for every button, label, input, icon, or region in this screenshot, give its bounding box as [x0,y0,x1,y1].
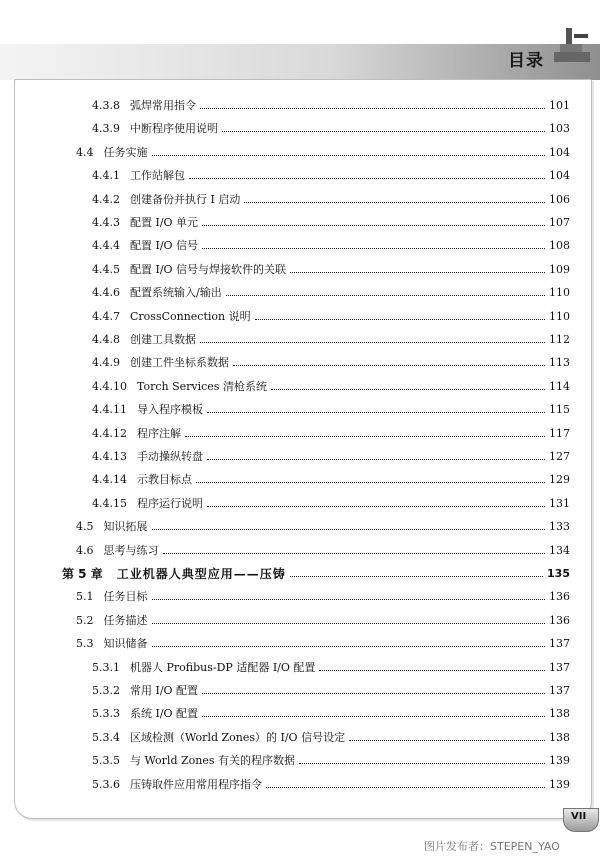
dot-leader [189,177,545,179]
toc-number: 4.3.8 [92,99,120,112]
dot-leader [233,364,545,366]
toc-row [92,212,570,230]
toc-row [76,540,570,558]
toc-number: 4.4.6 [92,286,120,300]
toc-number: 5.3.2 [92,684,120,697]
publisher-credit: 图片发布者：STEPEN_YAO [424,840,560,853]
toc-row [92,376,570,394]
toc-title: 思考与练习 [103,543,159,557]
toc-page-number: 115 [549,403,570,417]
dot-leader [207,411,545,413]
toc-number: 4.4.10 [92,379,127,393]
toc-page-number: 108 [549,239,570,253]
toc-title: 知识储备 [103,637,148,651]
toc-page-number: 135 [547,567,570,580]
page-title: 目录 [508,51,544,71]
toc-page-number: 137 [549,637,570,651]
toc-page-number: 104 [549,145,570,159]
toc-number: 4.4.12 [92,426,127,440]
toc-row [76,516,570,534]
dot-leader [152,154,546,156]
dot-leader [319,669,545,671]
dot-leader [152,645,546,647]
toc-title: 配置 I/O 信号 [130,239,199,253]
toc-row [92,493,570,511]
toc-row [92,727,570,745]
toc-number: 4.4.13 [92,450,127,463]
toc-title: 任务目标 [103,590,148,604]
toc-page-number: 131 [549,496,570,510]
toc-row [92,680,570,698]
toc-number: 5.3.1 [92,660,120,674]
toc-number: 4.4.15 [92,496,127,510]
toc-number: 4.3.9 [92,122,120,136]
toc-title: 知识拓展 [103,520,148,534]
dot-leader [163,552,546,554]
toc-row [92,259,570,277]
toc-number: 5.3.6 [92,777,120,791]
toc-number: 4.4.3 [92,216,120,229]
toc-row [92,306,570,324]
toc-number: 4.5 [76,520,94,534]
toc-title: 示教目标点 [137,473,192,487]
toc-number: 4.4.7 [92,309,120,323]
dot-leader [196,481,545,483]
toc-number: 5.3.4 [92,730,120,744]
dot-leader [200,107,545,109]
toc-title: 配置系统输入/输出 [130,286,222,300]
toc-row [76,586,570,604]
toc-number: 4.4.14 [92,473,127,487]
toc-row [92,657,570,675]
toc-title: Torch Services 清枪系统 [137,379,267,393]
toc-number: 4.4.1 [92,169,120,183]
toc-page-number: 138 [549,707,570,721]
toc-row [92,469,570,487]
toc-chapter-row [62,563,570,581]
toc-title: 任务实施 [103,145,148,159]
toc-page-number: 103 [549,122,570,136]
toc-page-number: 106 [549,192,570,206]
toc-title: 程序运行说明 [137,496,203,510]
dot-leader [290,575,543,577]
dot-leader [226,294,545,296]
toc-row [92,352,570,370]
toc-title: 机器人 Profibus-DP 适配器 I/O 配置 [130,660,316,674]
toc-page-number: 136 [549,613,570,627]
dot-leader [185,435,545,437]
toc-title: 创建备份并执行 I 启动 [130,192,241,206]
toc-title: 导入程序模板 [137,403,203,417]
dot-leader [244,201,545,203]
toc-page-number: 109 [549,262,570,276]
dot-leader [222,130,545,132]
toc-title: 手动操纵转盘 [137,450,203,463]
toc-title: 创建工件坐标系数据 [130,356,229,370]
toc-number: 4.4.2 [92,192,120,206]
toc-page-number: 137 [549,660,570,674]
toc-row [92,329,570,347]
toc-title: 工业机器人典型应用——压铸 [116,567,286,581]
toc-number: 5.1 [76,590,94,604]
toc-number: 4.4 [76,145,94,159]
toc-title: 配置 I/O 信号与焊接软件的关联 [130,262,287,276]
dot-leader [299,762,545,764]
toc-title: 配置 I/O 单元 [130,216,199,229]
toc-row [92,774,570,792]
dot-leader [152,622,546,624]
toc-page-number: 127 [549,450,570,463]
toc-page-number: 137 [549,684,570,697]
dot-leader [290,271,545,273]
toc-page-number: 129 [549,473,570,487]
toc-title: 弧焊常用指令 [130,99,196,112]
toc-number: 第 5 章 [62,567,103,581]
toc-row [92,703,570,721]
dot-leader [202,715,545,717]
toc-number: 5.3.3 [92,707,120,721]
toc-title: 与 World Zones 有关的程序数据 [130,754,295,768]
toc-page-number: 117 [549,426,570,440]
dot-leader [349,739,545,741]
toc-page-number: 107 [549,216,570,229]
toc-number: 4.4.5 [92,262,120,276]
toc-number: 4.4.8 [92,333,120,346]
dot-leader [202,247,545,249]
toc-page-number: 104 [549,169,570,183]
toc-title: 任务描述 [103,613,148,627]
toc-row [76,610,570,628]
toc-row [92,118,570,136]
dot-leader [266,786,545,788]
toc-number: 4.4.4 [92,239,120,253]
toc-row [92,282,570,300]
dot-leader [255,318,545,320]
toc-row [92,95,570,113]
dot-leader [202,692,545,694]
toc-number: 5.3.5 [92,754,120,768]
toc-page-number: 101 [549,99,570,112]
toc-row [92,446,570,464]
toc-title: 程序注解 [137,426,181,440]
toc-row [92,189,570,207]
toc-row [76,142,570,160]
toc-title: CrossConnection 说明 [130,309,251,323]
toc-page-number: 136 [549,590,570,604]
dot-leader [152,598,546,600]
toc-page-number: 133 [549,520,570,534]
toc-title: 系统 I/O 配置 [130,707,199,721]
toc-number: 5.2 [76,613,94,627]
toc-number: 5.3 [76,637,94,651]
page-number: VII [571,811,587,822]
toc-page-number: 139 [549,754,570,768]
toc-title: 压铸取件应用常用程序指令 [130,777,262,791]
toc-page-number: 113 [549,356,570,370]
toc-number: 4.6 [76,543,94,557]
toc-number: 4.4.9 [92,356,120,370]
toc-page-number: 110 [549,286,570,300]
toc-number: 4.4.11 [92,403,127,417]
toc-row [76,633,570,651]
toc-page-number: 114 [549,379,570,393]
dot-leader [202,224,545,226]
toc-row [92,750,570,768]
dot-leader [207,505,545,507]
toc-page-number: 112 [549,333,570,346]
toc-page-number: 134 [549,543,570,557]
dot-leader [271,388,545,390]
toc-page-number: 110 [549,309,570,323]
toc-row [92,399,570,417]
toc-title: 常用 I/O 配置 [130,684,199,697]
toc-title: 中断程序使用说明 [130,122,218,136]
dot-leader [207,458,545,460]
toc-title: 创建工具数据 [130,333,196,346]
toc-row [92,423,570,441]
toc-title: 工作站解包 [130,169,185,183]
dot-leader [152,528,546,530]
toc-title: 区域检测（World Zones）的 I/O 信号设定 [130,730,346,744]
toc-row [92,165,570,183]
dot-leader [200,341,545,343]
toc-row [92,235,570,253]
toc-page-number: 139 [549,777,570,791]
toc-page-number: 138 [549,730,570,744]
